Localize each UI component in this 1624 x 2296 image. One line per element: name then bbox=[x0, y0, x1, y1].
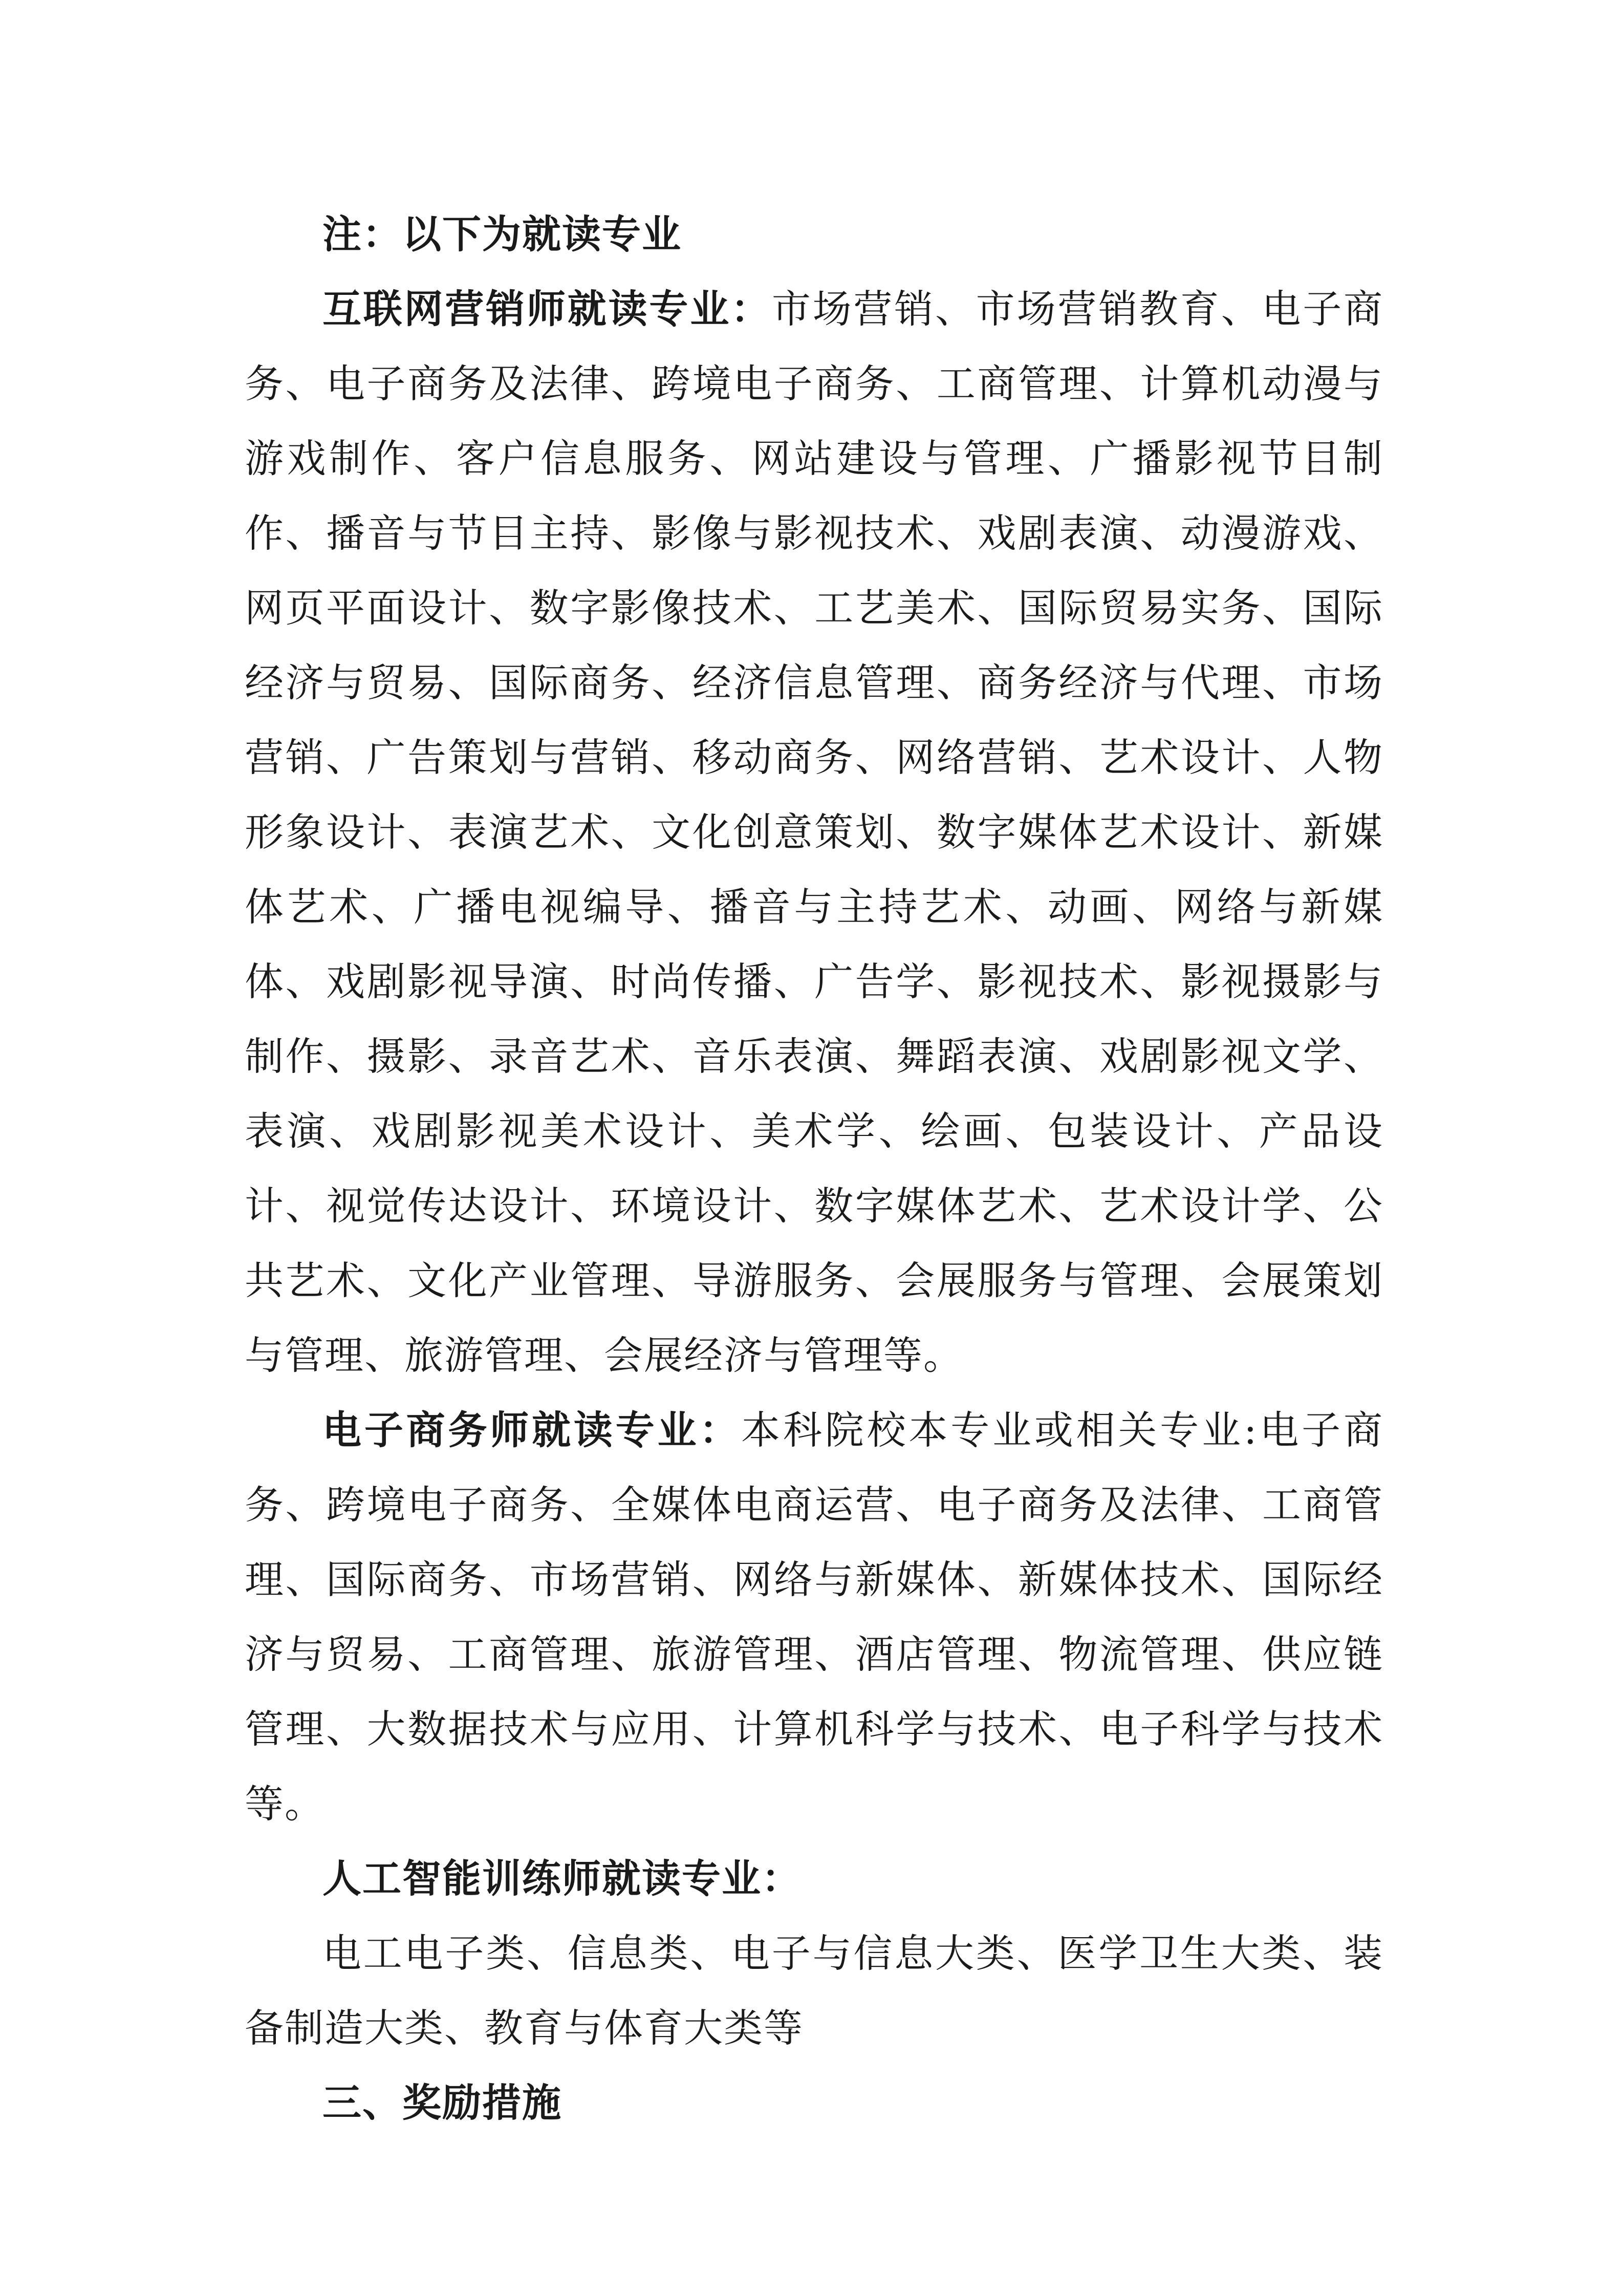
ai-trainer-paragraph bbox=[245, 1841, 1383, 1916]
internet-marketing-label: 互联网营销师就读专业： bbox=[322, 286, 772, 332]
document-body bbox=[245, 197, 1383, 2140]
ai-trainer-label: 人工智能训练师就读专业： bbox=[322, 1856, 802, 1901]
note-heading: 注：以下为就读专业 bbox=[322, 211, 682, 257]
internet-marketing-majors-text: 市场营销、市场营销教育、电子商务、电子商务及法律、跨境电子商务、工商管理、计算机动漫与游戏制作、客户信息服务、网站建设与管理、广播影视节目制作、播音与节目主持、影像与影视技术、戏剧表演、动漫游戏、网页平面设计、数字影像技术、工艺美术、国际贸易实务、国际经济与贸易、国际商务、经济信息管理、商务经济与代理、市场营销、广告策划与营销、移动商务、网络营销、艺术设计、人物形象设计、表演艺术、文化创意策划、数字媒体艺术设计、新媒体艺术、广播电视编导、播音与主持艺术、动画、网络与新媒体、戏剧影视导演、时尚传播、广告学、影视技术、影视摄影与制作、摄影、录音艺术、音乐表演、舞蹈表演、戏剧影视文学、表演、戏剧影视美术设计、美术学、绘画、包装设计、产品设计、视觉传达设计、环境设计、数字媒体艺术、艺术设计学、公共艺术、文化产业管理、导游服务、会展服务与管理、会展策划与管理、旅游管理、会展经济与管理等。 bbox=[245, 286, 1384, 1378]
internet-marketing-majors-paragraph bbox=[245, 272, 1383, 1393]
ecommerce-majors-paragraph bbox=[245, 1393, 1383, 1841]
ai-trainer-majors-text: 电工电子类、信息类、电子与信息大类、医学卫生大类、装备制造大类、教育与体育大类等 bbox=[245, 1930, 1383, 2051]
ecommerce-label: 电子商务师就读专业： bbox=[322, 1407, 742, 1453]
section-three-heading: 三、奖励措施 bbox=[322, 2080, 562, 2126]
ecommerce-majors-text: 本科院校本专业或相关专业:电子商务、跨境电子商务、全媒体电商运营、电子商务及法律、工商管理、国际商务、市场营销、网络与新媒体、新媒体技术、国际经济与贸易、工商管理、旅游管理、酒店管理、物流管理、供应链管理、大数据技术与应用、计算机科学与技术、电子科学与技术等。 bbox=[245, 1407, 1383, 1827]
